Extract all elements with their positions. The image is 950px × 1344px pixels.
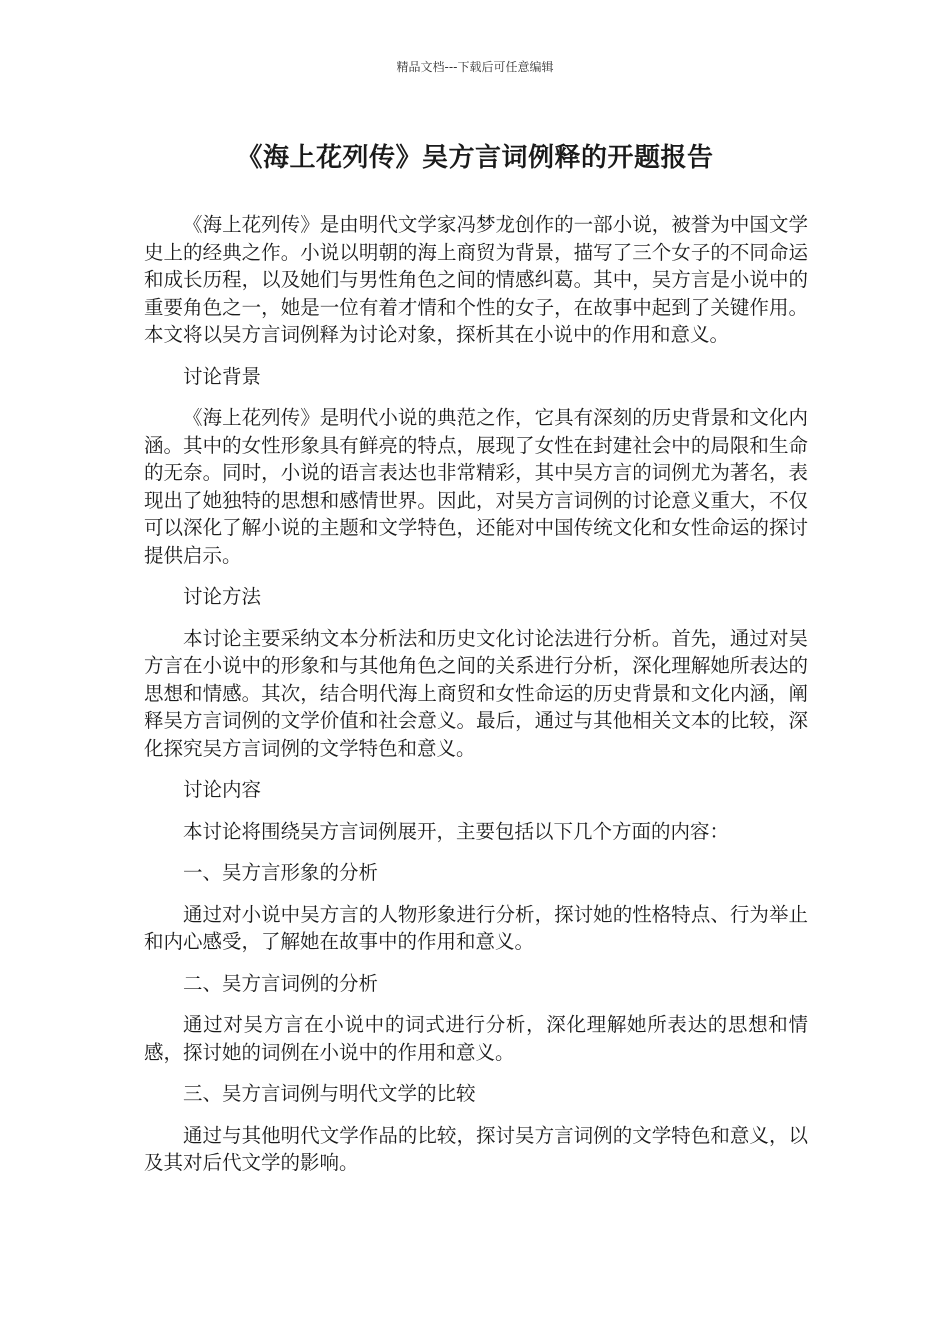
word-analysis-paragraph: 通过对吴方言在小说中的词式进行分析，深化理解她所表达的思想和情感，探讨她的词例在小说中的作用和意义。 bbox=[144, 1013, 808, 1064]
section-heading-method: 讨论方法 bbox=[183, 585, 262, 608]
intro-paragraph: 《海上花列传》是由明代文学家冯梦龙创作的一部小说，被誉为中国文学史上的经典之作。小说以明朝的海上商贸为背景，描写了三个女子的不同命运和成长历程，以及她们与男性角色之间的情感纠葛。其中，吴方言是小说中的重要角色之一，她是一位有着才情和个性的女子，在故事中起到了关键作用。本文将以吴方言词例释为讨论对象，探析其在小说中的作用和意义。 bbox=[144, 213, 808, 346]
page-header-note: 精品文档---下载后可任意编辑 bbox=[396, 60, 554, 74]
background-paragraph: 《海上花列传》是明代小说的典范之作，它具有深刻的历史背景和文化内涵。其中的女性形象具有鲜亮的特点，展现了女性在封建社会中的局限和生命的无奈。同时，小说的语言表达也非常精彩，其中吴方言的词例尤为著名，表现出了她独特的思想和感情世界。因此，对吴方言词例的讨论意义重大，不仅可以深化了解小说的主题和文学特色，还能对中国传统文化和女性命运的探讨提供启示。 bbox=[144, 406, 808, 567]
method-paragraph: 本讨论主要采纳文本分析法和历史文化讨论法进行分析。首先，通过对吴方言在小说中的形象和与其他角色之间的关系进行分析，深化理解她所表达的思想和情感。其次，结合明代海上商贸和女性命运的历史背景和文化内涵，阐释吴方言词例的文学价值和社会意义。最后，通过与其他相关文本的比较，深化探究吴方言词例的文学特色和意义。 bbox=[144, 626, 808, 760]
section-heading-background: 讨论背景 bbox=[183, 364, 262, 388]
document-title: 《海上花列传》吴方言词例释的开题报告 bbox=[236, 143, 714, 173]
section-heading-content: 讨论内容 bbox=[183, 778, 262, 801]
document-body bbox=[144, 211, 808, 1191]
subheading-word-analysis: 二、吴方言词例的分析 bbox=[183, 971, 379, 995]
subheading-character-analysis: 一、吴方言形象的分析 bbox=[183, 861, 379, 884]
character-analysis-paragraph: 通过对小说中吴方言的人物形象进行分析，探讨她的性格特点、行为举止和内心感受，了解她在故事中的作用和意义。 bbox=[144, 902, 808, 953]
content-intro-paragraph: 本讨论将围绕吴方言词例展开，主要包括以下几个方面的内容： bbox=[183, 819, 730, 843]
subheading-comparison: 三、吴方言词例与明代文学的比较 bbox=[183, 1082, 476, 1105]
comparison-paragraph: 通过与其他明代文学作品的比较，探讨吴方言词例的文学特色和意义，以及其对后代文学的影响。 bbox=[144, 1123, 808, 1174]
